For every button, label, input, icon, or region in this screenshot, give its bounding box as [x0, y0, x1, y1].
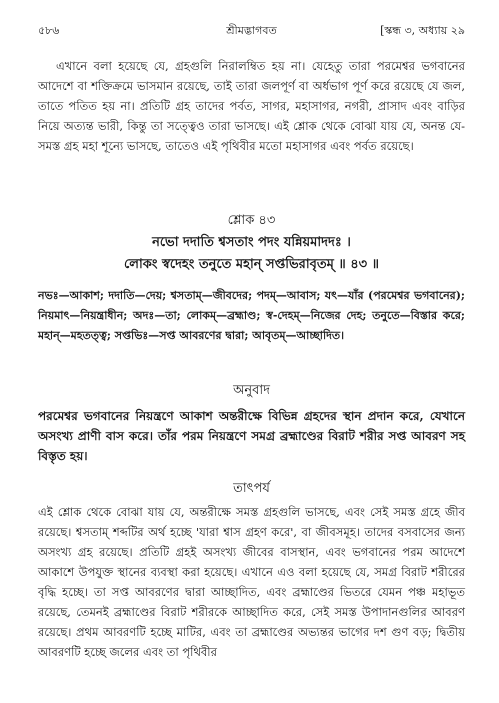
translation-text: পরমেশ্বর ভগবানের নিয়ন্ত্রণে আকাশ অন্তরীক্ষে বিভিন্ন গ্রহদের স্থান প্রদান করে, যেখানে অসংখ্য প্রাণী বাস করে। তাঁর পরম নিয়ন্ত্রণে সমগ্র ব্রহ্মাণ্ডের বিরাট শরীর সপ্ত আবরণ সহ বিস্তৃত হয়। [38, 409, 465, 463]
purport-heading: তাৎপর্য [233, 481, 270, 496]
page-number: ৫৮৬ [38, 24, 60, 37]
translation-heading: অনুবাদ [233, 383, 270, 398]
purport-section [38, 478, 465, 662]
synonyms-text: নভঃ—আকাশ; দদাতি—দেয়; শ্বসতাম্—জীবদের; পদম্—আবাস; যৎ—যাঁর (পরমেশ্বর ভগবানের); নিয়মাৎ—নিয়ন্ত্রাধীন; অদঃ—তা; লোকম্—ব্রহ্মাণ্ড; স্ব-দেহম্—নিজের দেহ; তনুতে—বিস্তার করে; মহান্—মহতত্ত্ব; সপ্তভিঃ—সপ্ত আবরণের দ্বারা; আবৃতম্—আচ্ছাদিত। [38, 289, 465, 342]
verse-section [38, 210, 465, 276]
verse-line-2: লোকং স্বদেহং তনুতে মহান্ সপ্তভিরাবৃতম্ ॥ ৪৩ ॥ [124, 257, 379, 272]
translation-section [38, 380, 465, 466]
page-header [38, 22, 465, 40]
verse-line-1: নভো দদাতি শ্বসতাং পদং যন্নিয়মাদদঃ । [152, 235, 351, 250]
verse-heading: শ্লোক ৪৩ [227, 213, 276, 228]
purport-text: এই শ্লোক থেকে বোঝা যায় যে, অন্তরীক্ষে সমস্ত গ্রহগুলি ভাসছে, এবং সেই সমস্ত গ্রহে জীব রয়েছে। শ্বসতাম্ শব্দটির অর্থ হচ্ছে 'যারা শ্বাস গ্রহণ করে', বা জীবসমূহ। তাদের বসবাসের জন্য অসংখ্য গ্রহ রয়েছে। প্রতিটি গ্রহই অসংখ্য জীবের বাসস্থান, এবং ভগবানের পরম আদেশে আকাশে উপযুক্ত স্থানের ব্যবস্থা করা হয়েছে। এখানে এও বলা হয়েছে যে, সমগ্র বিরাট শরীরের বৃদ্ধি হচ্ছে। তা সপ্ত আবরণের দ্বারা আচ্ছাদিত, এবং ব্রহ্মাণ্ডের ভিতরে যেমন পঞ্চ মহাভূত রয়েছে, তেমনই ব্রহ্মাণ্ডের বিরাট শরীরকে আচ্ছাদিত করে, সেই সমস্ত উপাদানগুলির আবরণ রয়েছে। প্রথম আবরণটি হচ্ছে মাটির, এবং তা ব্রহ্মাণ্ডের অভ্যন্তর ভাগের দশ গুণ বড়; দ্বিতীয় আবরণটি হচ্ছে জলের এবং তা পৃথিবীর [38, 505, 465, 659]
book-title: শ্রীমদ্ভাগবত [226, 24, 277, 37]
intro-paragraph: এখানে বলা হয়েছে যে, গ্রহগুলি নিরালম্বিত হয় না। যেহেতু তারা পরমেশ্বর ভগবানের আদেশে বা শক্তিক্রমে ভাসমান রয়েছে, তাই তারা জলপূর্ণ বা অর্ধভাগ পূর্ণ করে রয়েছে যে জল, তাতে পতিত হয় না। প্রতিটি গ্রহ তাদের পর্বত, সাগর, মহাসাগর, নগরী, প্রাসাদ এবং বাড়ির নিয়ে অত্যন্ত ভারী, কিন্তু তা সত্ত্বেও তারা ভাসছে। এই শ্লোক থেকে বোঝা যায় যে, অনন্ত যে-সমস্ত গ্রহ মহা শূন্যে ভাসছে, তাতেও এই পৃথিবীর মতো মহাসাগর এবং পর্বত রয়েছে। [38, 59, 465, 153]
chapter-reference: [স্কন্ধ ৩, অধ্যায় ২৯ [380, 24, 465, 37]
intro-section [38, 56, 465, 156]
synonyms-section [38, 286, 465, 346]
